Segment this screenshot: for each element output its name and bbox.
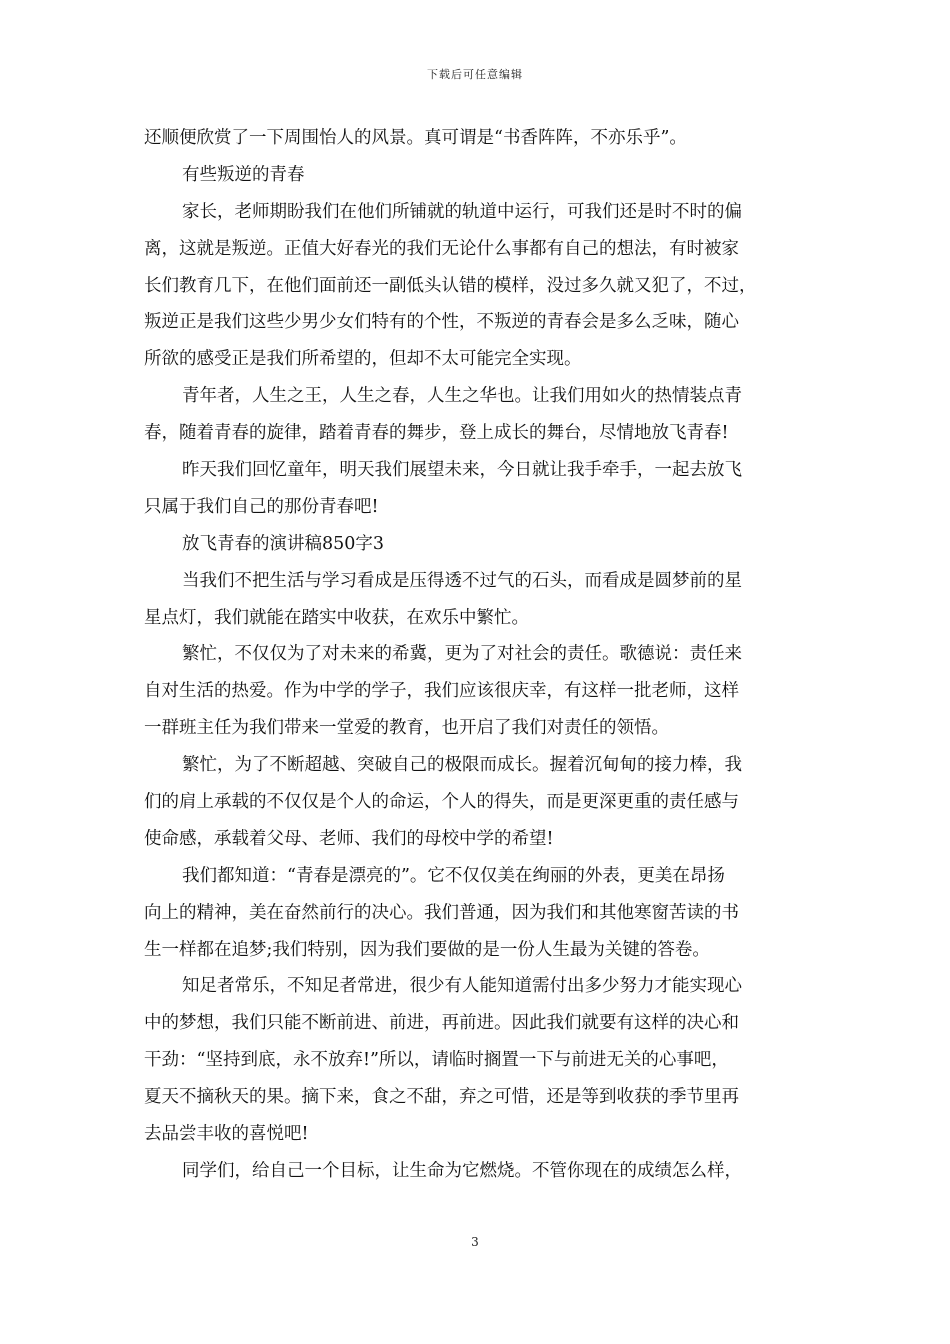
text-line: 中的梦想，我们只能不断前进、前进，再前进。因此我们就要有这样的决心和 bbox=[144, 1013, 739, 1034]
page-header: 下载后可任意编辑 bbox=[427, 68, 523, 81]
text-line: 所欲的感受正是我们所希望的，但却不太可能完全实现。 bbox=[144, 349, 582, 370]
text-line: 当我们不把生活与学习看成是压得透不过气的石头，而看成是圆梦前的星 bbox=[182, 570, 742, 591]
text-line: 离，这就是叛逆。正值大好春光的我们无论什么事都有自己的想法，有时被家 bbox=[144, 238, 739, 259]
text-line: 干劲：“坚持到底，永不放弃!”所以，请临时搁置一下与前进无关的心事吧， bbox=[144, 1050, 729, 1071]
text-line: 春，随着青春的旋律，踏着青春的舞步，登上成长的舞台，尽情地放飞青春! bbox=[144, 423, 729, 444]
text-line: 青年者，人生之王，人生之春，人生之华也。让我们用如火的热情装点青 bbox=[182, 386, 742, 407]
text-line: 只属于我们自己的那份青春吧! bbox=[144, 496, 379, 517]
text-line: 使命感，承载着父母、老师、我们的母校中学的希望! bbox=[144, 828, 554, 849]
text-line: 还顺便欣赏了一下周围怡人的风景。真可谓是“书香阵阵，不亦乐乎”。 bbox=[144, 128, 687, 148]
text-line: 繁忙，为了不断超越、突破自己的极限而成长。握着沉甸甸的接力棒，我 bbox=[182, 755, 742, 776]
text-line: 叛逆正是我们这些少男少女们特有的个性，不叛逆的青春会是多么乏味，随心 bbox=[144, 312, 739, 333]
text-line: 夏天不摘秋天的果。摘下来，食之不甜，弃之可惜，还是等到收获的季节里再 bbox=[144, 1087, 739, 1108]
text-line: 我们都知道：“青春是漂亮的”。它不仅仅美在绚丽的外表，更美在昂扬 bbox=[182, 865, 725, 886]
text-line: 同学们，给自己一个目标，让生命为它燃烧。不管你现在的成绩怎么样， bbox=[182, 1160, 742, 1181]
text-line: 长们教育几下，在他们面前还一副低头认错的模样，没过多久就又犯了，不过， bbox=[144, 275, 757, 296]
text-line: 向上的精神，美在奋然前行的决心。我们普通，因为我们和其他寒窗苦读的书 bbox=[144, 902, 739, 923]
text-line: 去品尝丰收的喜悦吧! bbox=[144, 1124, 309, 1145]
text-line: 生一样都在追梦;我们特别，因为我们要做的是一份人生最为关键的答卷。 bbox=[144, 939, 710, 960]
document-body bbox=[144, 120, 824, 1190]
text-line: 一群班主任为我们带来一堂爱的教育，也开启了我们对责任的领悟。 bbox=[144, 718, 669, 739]
text-line: 家长，老师期盼我们在他们所铺就的轨道中运行，可我们还是时不时的偏 bbox=[182, 201, 742, 222]
page-number: 3 bbox=[471, 1235, 479, 1249]
text-line: 有些叛逆的青春 bbox=[182, 164, 305, 185]
text-line: 星点灯，我们就能在踏实中收获，在欢乐中繁忙。 bbox=[144, 607, 529, 628]
text-line: 昨天我们回忆童年，明天我们展望未来，今日就让我手牵手，一起去放飞 bbox=[182, 460, 742, 481]
text-line: 放飞青春的演讲稿850字3 bbox=[182, 533, 385, 554]
text-line: 繁忙，不仅仅为了对未来的希冀，更为了对社会的责任。歌德说：责任来 bbox=[182, 644, 742, 665]
text-line: 知足者常乐，不知足者常进，很少有人能知道需付出多少努力才能实现心 bbox=[182, 976, 742, 997]
text-line: 们的肩上承载的不仅仅是个人的命运，个人的得失，而是更深更重的责任感与 bbox=[144, 792, 739, 813]
text-line: 自对生活的热爱。作为中学的学子，我们应该很庆幸，有这样一批老师，这样 bbox=[144, 681, 739, 702]
